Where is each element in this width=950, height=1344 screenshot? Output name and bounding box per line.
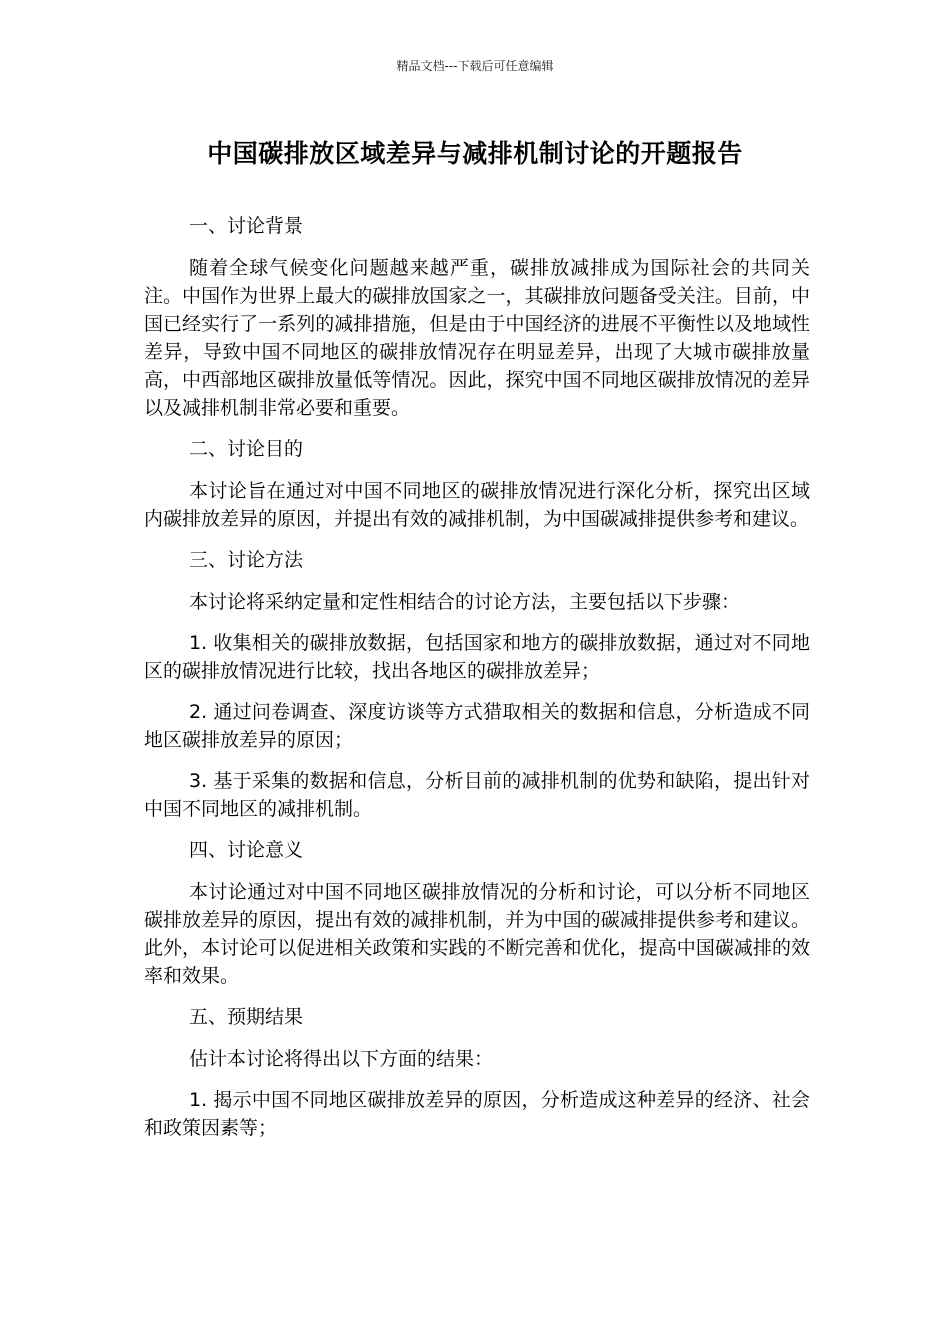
header-note: 精品文档---下载后可任意编辑 <box>396 59 554 73</box>
method-step-3: 3. 基于采集的数据和信息，分析目前的减排机制的优势和缺陷，提出针对中国不同地区的减排机制。 <box>144 770 810 820</box>
method-step-1: 1. 收集相关的碳排放数据，包括国家和地方的碳排放数据，通过对不同地区的碳排放情况进行比较，找出各地区的碳排放差异； <box>144 632 810 682</box>
method-intro: 本讨论将采纳定量和定性相结合的讨论方法，主要包括以下步骤： <box>189 591 741 613</box>
purpose-paragraph: 本讨论旨在通过对中国不同地区的碳排放情况进行深化分析，探究出区域内碳排放差异的原因，并提出有效的减排机制，为中国碳减排提供参考和建议。 <box>144 480 810 530</box>
results-item-1: 1. 揭示中国不同地区碳排放差异的原因，分析造成这种差异的经济、社会和政策因素等； <box>144 1089 810 1139</box>
section-heading-significance: 四、讨论意义 <box>189 839 304 861</box>
section-heading-results: 五、预期结果 <box>189 1006 304 1028</box>
significance-paragraph: 本讨论通过对中国不同地区碳排放情况的分析和讨论，可以分析不同地区碳排放差异的原因，提出有效的减排机制，并为中国的碳减排提供参考和建议。此外，本讨论可以促进相关政策和实践的不断完善和优化，提高中国碳减排的效率和效果。 <box>144 881 810 987</box>
document-body <box>144 212 810 1155</box>
document-title: 中国碳排放区域差异与减排机制讨论的开题报告 <box>207 139 743 168</box>
section-heading-method: 三、讨论方法 <box>189 549 304 571</box>
section-heading-background: 一、讨论背景 <box>189 215 304 237</box>
section-heading-purpose: 二、讨论目的 <box>189 438 304 460</box>
results-intro: 估计本讨论将得出以下方面的结果： <box>189 1048 494 1070</box>
method-step-2: 2. 通过问卷调查、深度访谈等方式猎取相关的数据和信息，分析造成不同地区碳排放差异的原因； <box>144 701 810 751</box>
background-paragraph: 随着全球气候变化问题越来越严重，碳排放减排成为国际社会的共同关注。中国作为世界上最大的碳排放国家之一，其碳排放问题备受关注。目前，中国已经实行了一系列的减排措施，但是由于中国经济的进展不平衡性以及地域性差异，导致中国不同地区的碳排放情况存在明显差异，出现了大城市碳排放量高，中西部地区碳排放量低等情况。因此，探究中国不同地区碳排放情况的差异以及减排机制非常必要和重要。 <box>144 257 810 419</box>
